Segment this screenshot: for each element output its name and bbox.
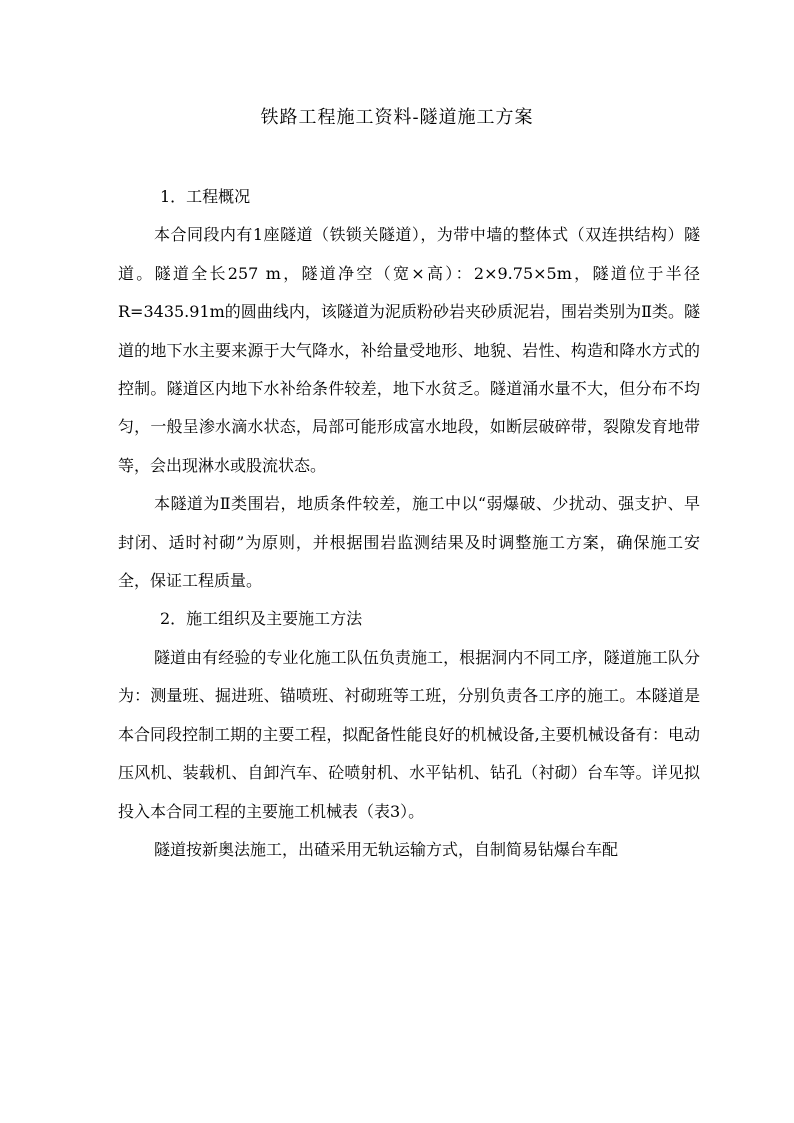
paragraph-method: 隧道按新奥法施工，出碴采用无轨运输方式，自制简易钻爆台车配 [154, 839, 619, 859]
document-body [118, 178, 700, 869]
paragraph-overview: 本合同段内有1座隧道（铁锁关隧道），为带中墙的整体式（双连拱结构）隧道。隧道全长257 m，隧道净空（宽×高）：2×9.75×5m，隧道位于半径R=3435.91m的圆曲线内，该隧道为泥质粉砂岩夹砂质泥岩，围岩类别为Ⅱ类。隧道的地下水主要来源于大气降水，补给量受地形、地貌、岩性、构造和降水方式的控制。隧道区内地下水补给条件较差，地下水贫乏。隧道涌水量不大，但分布不均匀，一般呈渗水滴水状态，局部可能形成富水地段，如断层破碎带，裂隙发育地带等，会出现淋水或股流状态。 [118, 225, 700, 475]
document-title: 铁路工程施工资料-隧道施工方案 [260, 107, 534, 128]
paragraph-principles: 本隧道为Ⅱ类围岩，地质条件较差，施工中以“弱爆破、少扰动、强支护、早封闭、适时衬砌”为原则，并根据围岩监测结果及时调整施工方案，确保施工安全，保证工程质量。 [118, 494, 700, 591]
section-heading-overview: 1．工程概况 [160, 187, 251, 206]
paragraph-organization: 隧道由有经验的专业化施工队伍负责施工，根据洞内不同工序，隧道施工队分为：测量班、掘进班、锚喷班、衬砌班等工班，分别负责各工序的施工。本隧道是本合同段控制工期的主要工程，拟配备性能良好的机械设备,主要机械设备有：电动压风机、装载机、自卸汽车、砼喷射机、水平钻机、钻孔（衬砌）台车等。详见拟投入本合同工程的主要施工机械表（表3）。 [118, 647, 700, 821]
section-heading-organization: 2．施工组织及主要施工方法 [160, 609, 363, 629]
